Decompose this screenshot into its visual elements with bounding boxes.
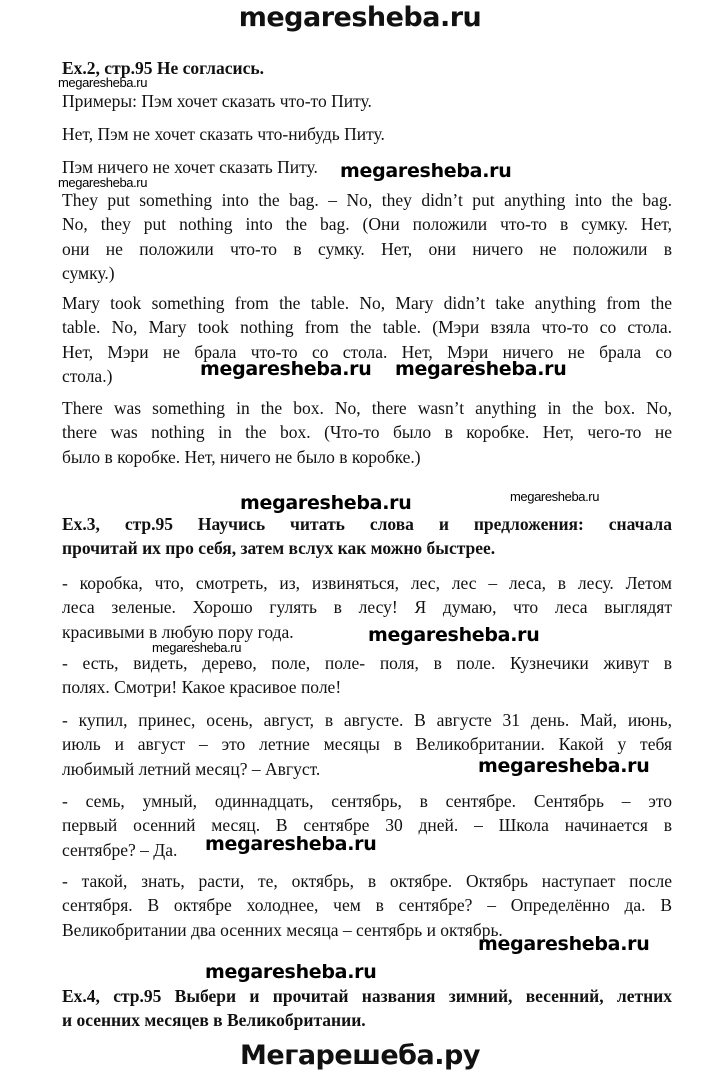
text-line: полях. Смотри! Какое красивое поле! xyxy=(62,677,342,698)
text-line: сумку.) xyxy=(62,262,115,283)
paragraph xyxy=(62,122,672,146)
text-line: - семь, умный, одиннадцать, сентябрь, в сентябре. Сентябрь – это xyxy=(62,791,672,811)
site-footer: Мегарешеба.ру xyxy=(240,1040,480,1071)
text-line: любимый летний месяц? – Август. xyxy=(62,758,321,779)
watermark: megaresheba.ru xyxy=(152,640,242,655)
text-line: Нет, Пэм не хочет сказать что-нибудь Питу. xyxy=(62,124,385,144)
watermark: megaresheba.ru xyxy=(205,833,377,855)
watermark: megaresheba.ru xyxy=(58,175,148,190)
exercise-heading xyxy=(62,984,672,1033)
exercise-heading xyxy=(62,512,672,561)
paragraph xyxy=(62,188,672,285)
text-line: - коробка, что, смотреть, из, извиняться, лес, лес – леса, в лесу. Летом xyxy=(62,573,672,593)
paragraph xyxy=(62,869,672,942)
text-line: Ex.4, стр.95 Выбери и прочитай названия зимний, весенний, летних xyxy=(62,986,672,1006)
watermark: megaresheba.ru xyxy=(340,160,512,182)
watermark: megaresheba.ru xyxy=(205,961,377,983)
watermark: megaresheba.ru xyxy=(368,624,540,646)
watermark: megaresheba.ru xyxy=(240,492,412,514)
text-line: - такой, знать, расти, те, октябрь, в октябре. Октябрь наступает после xyxy=(62,871,672,891)
text-line: сентября. В октябре холоднее, чем в сентябре? – Определённо да. В xyxy=(62,895,672,916)
text-line: Ex.3, стр.95 Научись читать слова и предложения: сначала xyxy=(62,514,672,534)
text-line: сентябре? – Да. xyxy=(62,839,178,860)
text-line: No, they put nothing into the bag. (Они положили что-то в сумку. Нет, xyxy=(62,214,672,235)
text-line: стола.) xyxy=(62,365,113,386)
watermark: megaresheba.ru xyxy=(58,75,148,90)
text-line: красивыми в любую пору года. xyxy=(62,621,294,642)
text-line: They put something into the bag. – No, they didn’t put anything into the bag. xyxy=(62,190,672,210)
text-line: There was something in the box. No, there wasn’t anything in the box. No, xyxy=(62,398,672,418)
text-line: table. No, Mary took nothing from the table. (Мэри взяла что-то со стола. xyxy=(62,317,672,338)
text-line: Нет, Мэри не брала что-то со стола. Нет, Мэри ничего не брала со xyxy=(62,341,672,362)
watermark: megaresheba.ru xyxy=(478,755,650,777)
exercise-heading xyxy=(62,56,672,80)
watermark: megaresheba.ru xyxy=(510,489,600,504)
paragraph xyxy=(62,651,672,700)
watermark: megaresheba.ru xyxy=(478,933,650,955)
paragraph xyxy=(62,571,672,644)
site-header: megaresheba.ru xyxy=(238,2,482,33)
text-line: - купил, принес, осень, август, в августе. В августе 31 день. Май, июнь, xyxy=(62,710,672,730)
text-line: Великобритании два осенних месяца – сентябрь и октябрь. xyxy=(62,919,503,940)
watermark: megaresheba.ru xyxy=(395,358,567,380)
watermark: megaresheba.ru xyxy=(200,358,372,380)
text-line: они не положили что-то в сумку. Нет, они ничего не положили в xyxy=(62,238,672,259)
text-line: - есть, видеть, дерево, поле, поле- поля, в поле. Кузнечики живут в xyxy=(62,653,672,673)
text-line: было в коробке. Нет, ничего не было в коробке.) xyxy=(62,446,421,467)
text-line: прочитай их про себя, затем вслух как можно быстрее. xyxy=(62,538,496,559)
text-line: и осенних месяцев в Великобритании. xyxy=(62,1010,366,1031)
text-line: Пэм ничего не хочет сказать Питу. xyxy=(62,157,318,177)
paragraph xyxy=(62,89,672,113)
text-line: леса зеленые. Хорошо гулять в лесу! Я думаю, что леса выглядят xyxy=(62,597,672,618)
text-line: there was nothing in the box. (Что-то было в коробке. Нет, чего-то не xyxy=(62,422,672,443)
text-line: Примеры: Пэм хочет сказать что-то Питу. xyxy=(62,91,372,111)
text-line: первый осенний месяц. В сентябре 30 дней. – Школа начинается в xyxy=(62,815,672,836)
text-line: Ex.2, стр.95 Не согласись. xyxy=(62,58,265,78)
text-line: Mary took something from the table. No, Mary didn’t take anything from the xyxy=(62,293,672,313)
paragraph xyxy=(62,396,672,469)
text-line: июль и август – это летние месяцы в Великобритании. Какой у тебя xyxy=(62,734,672,755)
